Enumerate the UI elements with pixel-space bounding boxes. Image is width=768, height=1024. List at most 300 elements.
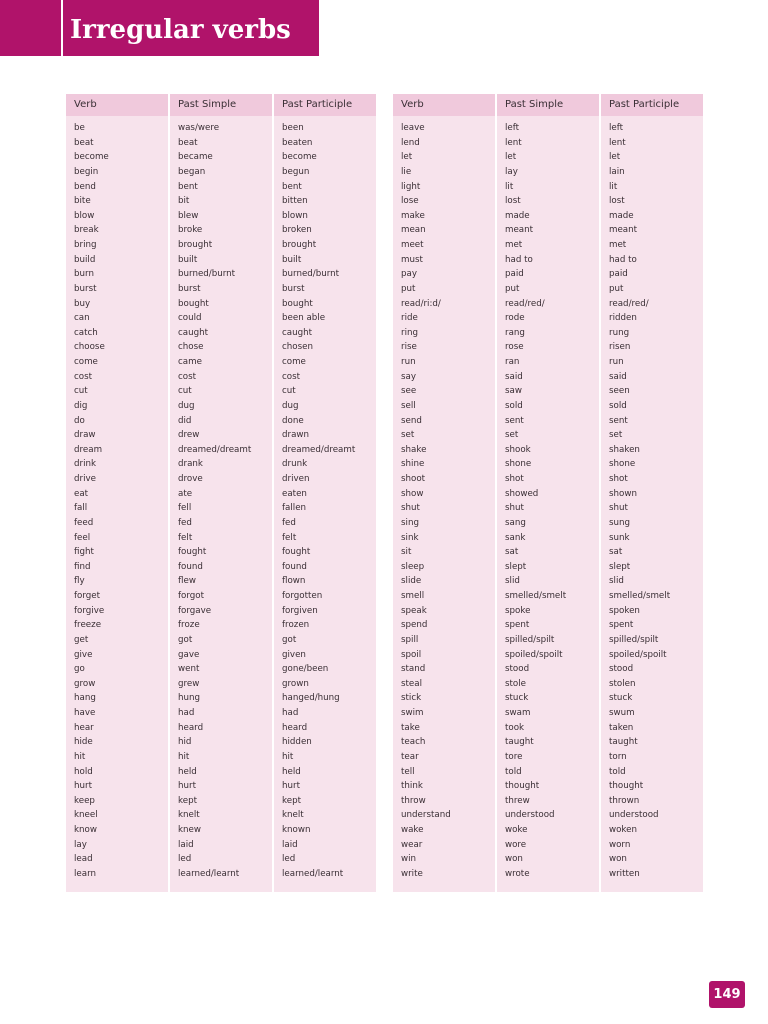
- past-participle-cell: read/red/: [609, 298, 649, 309]
- past-participle-cell: torn: [609, 751, 627, 762]
- table-row: [393, 457, 703, 472]
- verb-cell: bite: [74, 196, 91, 207]
- table-row: [393, 823, 703, 838]
- verb-cell: pay: [401, 269, 417, 280]
- past-participle-cell: shut: [609, 503, 628, 514]
- past-simple-cell: won: [505, 854, 523, 865]
- verb-cell: find: [74, 561, 91, 572]
- past-simple-cell: bent: [178, 181, 198, 192]
- table-row: [66, 794, 376, 809]
- past-participle-cell: shown: [609, 488, 637, 499]
- past-participle-cell: learned/learnt: [282, 868, 344, 879]
- table-row: [393, 282, 703, 297]
- verb-cell: feel: [74, 532, 91, 543]
- past-participle-cell: built: [282, 254, 302, 265]
- verb-cell: fly: [74, 576, 85, 587]
- verb-cell: blow: [74, 210, 95, 221]
- past-simple-cell: knelt: [178, 810, 200, 821]
- past-simple-cell: burst: [178, 283, 201, 294]
- past-simple-cell: held: [178, 766, 197, 777]
- verb-cell: be: [74, 123, 85, 133]
- verb-cell: spend: [401, 620, 428, 631]
- past-participle-cell: slept: [609, 561, 631, 572]
- table-row: [66, 545, 376, 560]
- past-participle-cell: paid: [609, 269, 628, 280]
- past-simple-cell: got: [178, 634, 193, 645]
- verb-cell: lead: [74, 854, 93, 865]
- table-row: [393, 545, 703, 560]
- past-simple-cell: woke: [505, 825, 528, 835]
- verb-cell: do: [74, 415, 85, 426]
- verb-cell: keep: [74, 795, 95, 806]
- past-simple-cell: wore: [505, 839, 527, 850]
- verb-cell: spill: [401, 634, 419, 645]
- table-row: [66, 691, 376, 706]
- table-row: [393, 209, 703, 224]
- past-simple-cell: learned/learnt: [178, 868, 240, 879]
- verb-cell: bend: [74, 181, 96, 192]
- table-row: [66, 238, 376, 253]
- past-simple-cell: taught: [505, 737, 534, 748]
- past-participle-cell: known: [282, 825, 311, 835]
- past-simple-cell: shot: [505, 474, 524, 484]
- verb-cell: understand: [401, 810, 451, 821]
- verb-cell: write: [401, 868, 423, 879]
- past-simple-cell: felt: [178, 532, 193, 543]
- past-participle-cell: sung: [609, 517, 631, 528]
- table-row: [66, 457, 376, 472]
- past-simple-cell: went: [178, 664, 200, 675]
- table-row: [393, 340, 703, 355]
- past-simple-cell: told: [505, 766, 522, 777]
- past-simple-cell: fought: [178, 547, 207, 558]
- past-simple-cell: drew: [178, 430, 200, 441]
- verb-cell: send: [401, 415, 422, 426]
- table-row: [66, 779, 376, 794]
- table-row: [66, 721, 376, 736]
- verb-cell: read/ri:d/: [401, 298, 441, 309]
- verb-cell: wake: [401, 825, 424, 835]
- past-participle-cell: flown: [282, 576, 306, 587]
- past-participle-cell: had to: [609, 254, 637, 265]
- verb-cell: eat: [74, 488, 89, 499]
- past-participle-cell: shaken: [609, 444, 640, 455]
- past-simple-cell: spilled/spilt: [505, 634, 555, 645]
- past-participle-cell: left: [609, 123, 624, 133]
- past-simple-cell: wrote: [505, 868, 530, 879]
- verb-cell: stand: [401, 664, 426, 675]
- past-simple-cell: rose: [505, 342, 524, 353]
- past-simple-cell: said: [505, 371, 523, 382]
- table-row: [66, 282, 376, 297]
- verb-cell: shoot: [401, 474, 426, 484]
- past-simple-cell: burned/burnt: [178, 269, 236, 280]
- table-row: [393, 165, 703, 180]
- table-row: [66, 823, 376, 838]
- verb-cell: dig: [74, 400, 88, 411]
- past-simple-cell: slept: [505, 561, 527, 572]
- table-row: [66, 852, 376, 867]
- past-participle-cell: thought: [609, 781, 644, 792]
- table-row: [66, 340, 376, 355]
- past-participle-cell: swum: [609, 708, 635, 718]
- table-row: [66, 838, 376, 853]
- verb-cell: swim: [401, 708, 424, 718]
- table-row: [66, 706, 376, 721]
- past-participle-cell: bent: [282, 181, 302, 192]
- past-participle-cell: been: [282, 123, 304, 133]
- table-row: [393, 531, 703, 546]
- past-simple-cell: stuck: [505, 693, 529, 704]
- table-row: [66, 765, 376, 780]
- past-participle-cell: burned/burnt: [282, 269, 340, 280]
- table-row: [393, 604, 703, 619]
- verb-cell: show: [401, 488, 424, 499]
- page-title: Irregular verbs: [70, 15, 291, 45]
- past-simple-cell: came: [178, 357, 202, 367]
- verb-cell: beat: [74, 137, 94, 148]
- past-simple-cell: flew: [178, 576, 196, 587]
- verb-cell: learn: [74, 868, 97, 879]
- past-participle-cell: sat: [609, 547, 623, 558]
- table-row: [66, 867, 376, 882]
- past-simple-cell: slid: [505, 576, 520, 587]
- table-row: [393, 648, 703, 663]
- past-participle-cell: risen: [609, 342, 631, 353]
- past-participle-cell: been able: [282, 313, 326, 324]
- past-simple-cell: blew: [178, 210, 199, 221]
- table-row: [393, 311, 703, 326]
- header-past-simple: Past Simple: [178, 99, 237, 110]
- verb-cell: shine: [401, 459, 425, 470]
- table-row: [66, 267, 376, 282]
- verb-cell: sing: [401, 517, 419, 528]
- table-row: [393, 721, 703, 736]
- table-row: [393, 808, 703, 823]
- table-row: [393, 267, 703, 282]
- verb-cell: cut: [74, 386, 88, 397]
- past-participle-cell: chosen: [282, 342, 313, 353]
- verb-cell: let: [401, 152, 413, 163]
- table-row: [66, 355, 376, 370]
- past-simple-cell: gave: [178, 649, 200, 660]
- verb-cell: hide: [74, 737, 93, 748]
- past-simple-cell: lit: [505, 181, 514, 192]
- verb-cell: have: [74, 708, 96, 718]
- past-participle-cell: taken: [609, 722, 634, 733]
- verb-cell: freeze: [74, 620, 102, 631]
- past-participle-cell: fought: [282, 547, 311, 558]
- past-simple-cell: found: [178, 561, 203, 572]
- table-row: [66, 808, 376, 823]
- verb-cell: catch: [74, 327, 98, 338]
- past-participle-cell: met: [609, 240, 627, 250]
- verb-cell: tear: [401, 751, 419, 762]
- past-simple-cell: bit: [178, 196, 190, 207]
- table-row: [66, 253, 376, 268]
- table-row: [393, 370, 703, 385]
- past-participle-cell: spoiled/spoilt: [609, 649, 667, 660]
- table-row: [66, 121, 376, 136]
- past-simple-cell: met: [505, 240, 523, 250]
- past-simple-cell: shut: [505, 503, 524, 514]
- past-simple-cell: hid: [178, 737, 192, 748]
- past-simple-cell: sat: [505, 547, 519, 558]
- verb-cell: forgive: [74, 605, 105, 616]
- table-row: [66, 150, 376, 165]
- past-simple-cell: spoiled/spoilt: [505, 649, 563, 660]
- past-participle-cell: won: [609, 854, 627, 865]
- verb-cell: drive: [74, 474, 96, 484]
- table-body: [393, 121, 703, 882]
- verb-cell: wear: [401, 839, 423, 850]
- past-simple-cell: threw: [505, 795, 530, 806]
- past-simple-cell: hurt: [178, 781, 196, 792]
- verb-cell: grow: [74, 678, 96, 689]
- past-participle-cell: led: [282, 854, 296, 865]
- verb-cell: think: [401, 781, 423, 792]
- past-participle-cell: made: [609, 210, 634, 221]
- table-row: [393, 180, 703, 195]
- verb-cell: sink: [401, 532, 419, 543]
- past-participle-cell: ridden: [609, 313, 637, 324]
- header-past-simple: Past Simple: [505, 99, 564, 110]
- header-past-participle: Past Participle: [282, 99, 353, 110]
- verb-cell: sleep: [401, 561, 425, 572]
- table-header: [393, 94, 703, 116]
- past-simple-cell: cut: [178, 386, 192, 397]
- past-participle-cell: said: [609, 371, 627, 382]
- past-simple-cell: swam: [505, 708, 531, 718]
- past-participle-cell: thrown: [609, 795, 640, 806]
- past-participle-cell: meant: [609, 225, 638, 236]
- past-participle-cell: stood: [609, 664, 634, 675]
- past-simple-cell: forgave: [178, 605, 212, 616]
- verb-cell: win: [401, 854, 417, 865]
- past-simple-cell: laid: [178, 839, 194, 850]
- table-row: [393, 443, 703, 458]
- past-participle-cell: heard: [282, 722, 308, 733]
- verb-cell: lay: [74, 839, 87, 850]
- verb-cell: stick: [401, 693, 422, 704]
- past-simple-cell: cost: [178, 371, 197, 382]
- past-participle-cell: cut: [282, 386, 296, 397]
- page-number: 149: [709, 981, 745, 1008]
- table-row: [393, 706, 703, 721]
- past-simple-cell: could: [178, 313, 202, 324]
- table-row: [66, 501, 376, 516]
- past-simple-cell: spoke: [505, 605, 531, 616]
- past-participle-cell: sent: [609, 415, 628, 426]
- past-simple-cell: rode: [505, 313, 525, 324]
- verb-cell: hear: [74, 722, 94, 733]
- table-row: [66, 750, 376, 765]
- past-simple-cell: fell: [178, 503, 192, 514]
- past-participle-cell: understood: [609, 810, 659, 821]
- past-simple-cell: sank: [505, 532, 526, 543]
- past-simple-cell: spent: [505, 620, 530, 631]
- past-simple-cell: paid: [505, 269, 524, 280]
- verb-cell: fall: [74, 503, 88, 514]
- verb-cell: begin: [74, 166, 99, 177]
- past-simple-cell: became: [178, 152, 213, 163]
- past-participle-cell: knelt: [282, 810, 304, 821]
- past-participle-cell: hurt: [282, 781, 300, 792]
- past-simple-cell: beat: [178, 137, 198, 148]
- table-row: [393, 223, 703, 238]
- past-participle-cell: beaten: [282, 137, 313, 148]
- past-participle-cell: done: [282, 415, 304, 426]
- past-simple-cell: was/were: [178, 123, 220, 133]
- verb-cell: tell: [401, 766, 415, 777]
- verb-cell: speak: [401, 605, 427, 616]
- past-simple-cell: caught: [178, 327, 209, 338]
- table-row: [66, 487, 376, 502]
- past-simple-cell: ran: [505, 357, 520, 367]
- verb-cell: become: [74, 152, 109, 163]
- verb-cell: light: [401, 181, 421, 192]
- title-banner: [0, 0, 319, 56]
- past-participle-cell: sunk: [609, 532, 630, 543]
- past-simple-cell: dreamed/dreamt: [178, 444, 252, 455]
- verb-cell: teach: [401, 737, 426, 748]
- verb-cell: lose: [401, 196, 419, 207]
- table-row: [66, 370, 376, 385]
- past-simple-cell: saw: [505, 386, 522, 397]
- table-row: [393, 384, 703, 399]
- past-participle-cell: drawn: [282, 430, 310, 441]
- table-row: [66, 531, 376, 546]
- table-row: [393, 633, 703, 648]
- past-participle-cell: taught: [609, 737, 638, 748]
- past-simple-cell: let: [505, 152, 517, 163]
- past-participle-cell: woken: [609, 825, 637, 835]
- past-participle-cell: frozen: [282, 620, 310, 631]
- past-simple-cell: shone: [505, 459, 532, 470]
- verb-cell: burst: [74, 283, 97, 294]
- verb-cell: see: [401, 386, 417, 397]
- past-simple-cell: grew: [178, 678, 200, 689]
- past-participle-cell: seen: [609, 386, 630, 397]
- past-simple-cell: stole: [505, 678, 527, 689]
- table-row: [66, 735, 376, 750]
- verb-cell: throw: [401, 795, 426, 806]
- table-row: [393, 472, 703, 487]
- verb-cell: rise: [401, 342, 417, 353]
- table-row: [393, 750, 703, 765]
- verb-cell: hit: [74, 751, 86, 762]
- table-row: [66, 618, 376, 633]
- past-simple-cell: chose: [178, 342, 204, 353]
- past-participle-cell: eaten: [282, 488, 307, 499]
- verb-cell: know: [74, 825, 97, 835]
- table-row: [393, 516, 703, 531]
- table-row: [66, 194, 376, 209]
- table-row: [66, 472, 376, 487]
- past-participle-cell: stuck: [609, 693, 633, 704]
- verb-cell: break: [74, 225, 99, 236]
- verb-cell: hold: [74, 766, 93, 777]
- table-row: [393, 662, 703, 677]
- verb-cell: get: [74, 634, 89, 645]
- past-participle-cell: stolen: [609, 678, 636, 689]
- past-participle-cell: bitten: [282, 196, 308, 207]
- past-simple-cell: lent: [505, 137, 522, 148]
- verb-cell: run: [401, 357, 416, 367]
- table-row: [393, 428, 703, 443]
- table-row: [66, 311, 376, 326]
- past-simple-cell: forgot: [178, 591, 205, 601]
- verb-cell: slide: [401, 576, 422, 587]
- table-row: [66, 209, 376, 224]
- table-row: [66, 516, 376, 531]
- past-participle-cell: laid: [282, 839, 298, 850]
- past-participle-cell: spoken: [609, 605, 640, 616]
- verb-cell: put: [401, 283, 416, 294]
- past-participle-cell: caught: [282, 327, 313, 338]
- past-simple-cell: set: [505, 430, 519, 441]
- past-simple-cell: kept: [178, 795, 197, 806]
- header-verb: Verb: [401, 99, 424, 110]
- past-participle-cell: spilled/spilt: [609, 634, 659, 645]
- past-simple-cell: had: [178, 708, 195, 718]
- table-row: [393, 735, 703, 750]
- past-simple-cell: had to: [505, 254, 533, 265]
- verb-cell: cost: [74, 371, 93, 382]
- table-row: [66, 297, 376, 312]
- past-simple-cell: led: [178, 854, 192, 865]
- table-row: [393, 355, 703, 370]
- past-simple-cell: left: [505, 123, 520, 133]
- past-simple-cell: froze: [178, 620, 200, 631]
- past-simple-cell: sent: [505, 415, 524, 426]
- past-participle-cell: felt: [282, 532, 297, 543]
- past-participle-cell: lit: [609, 181, 618, 192]
- past-participle-cell: gone/been: [282, 664, 329, 675]
- table-row: [66, 428, 376, 443]
- past-simple-cell: broke: [178, 225, 203, 236]
- past-participle-cell: set: [609, 430, 623, 441]
- past-simple-cell: knew: [178, 825, 201, 835]
- table-row: [66, 180, 376, 195]
- table-row: [393, 677, 703, 692]
- past-participle-cell: dreamed/dreamt: [282, 444, 356, 455]
- past-simple-cell: understood: [505, 810, 555, 821]
- past-simple-cell: lay: [505, 166, 518, 177]
- past-participle-cell: come: [282, 357, 306, 367]
- header-verb: Verb: [74, 99, 97, 110]
- past-participle-cell: shot: [609, 474, 628, 484]
- past-simple-cell: drank: [178, 459, 203, 470]
- table-row: [393, 618, 703, 633]
- verb-cell: bring: [74, 240, 97, 250]
- verb-cell: lend: [401, 137, 420, 148]
- past-simple-cell: thought: [505, 781, 540, 792]
- table-row: [66, 648, 376, 663]
- past-participle-cell: broken: [282, 225, 312, 236]
- table-row: [66, 589, 376, 604]
- table-row: [66, 326, 376, 341]
- past-participle-cell: hanged/hung: [282, 693, 340, 704]
- verb-cell: meet: [401, 240, 424, 250]
- table-row: [393, 589, 703, 604]
- past-simple-cell: showed: [505, 488, 539, 499]
- verb-cell: come: [74, 357, 98, 367]
- past-participle-cell: driven: [282, 474, 310, 484]
- table-row: [393, 414, 703, 429]
- past-simple-cell: put: [505, 283, 520, 294]
- verb-cell: dream: [74, 444, 103, 455]
